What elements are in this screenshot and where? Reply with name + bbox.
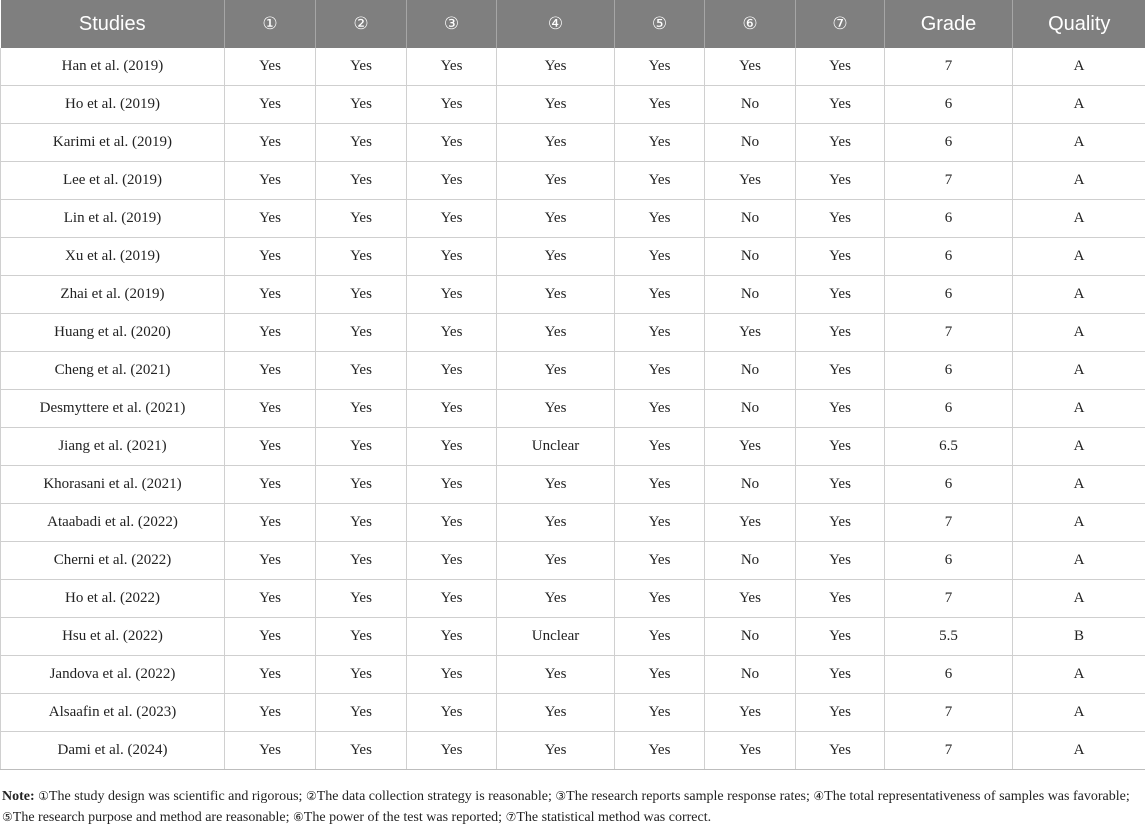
note-marker: ① bbox=[38, 789, 49, 803]
header-criterion-3: ③ bbox=[407, 0, 497, 48]
cell-criterion-4: Yes bbox=[497, 694, 615, 732]
table-row bbox=[1, 48, 1145, 86]
cell-criterion-4: Unclear bbox=[497, 618, 615, 656]
cell-criterion-5: Yes bbox=[615, 162, 705, 200]
cell-criterion-1: Yes bbox=[225, 732, 316, 770]
table-row bbox=[1, 580, 1145, 618]
table-row bbox=[1, 390, 1145, 428]
cell-quality: A bbox=[1013, 542, 1145, 580]
table-row bbox=[1, 276, 1145, 314]
cell-grade: 6 bbox=[885, 352, 1013, 390]
cell-criterion-5: Yes bbox=[615, 86, 705, 124]
cell-criterion-2: Yes bbox=[316, 580, 407, 618]
cell-study: Cheng et al. (2021) bbox=[1, 352, 225, 390]
cell-grade: 6 bbox=[885, 276, 1013, 314]
cell-criterion-7: Yes bbox=[796, 542, 885, 580]
cell-criterion-1: Yes bbox=[225, 542, 316, 580]
cell-criterion-1: Yes bbox=[225, 200, 316, 238]
cell-quality: A bbox=[1013, 504, 1145, 542]
cell-criterion-5: Yes bbox=[615, 238, 705, 276]
header-criterion-7: ⑦ bbox=[796, 0, 885, 48]
header-studies: Studies bbox=[1, 0, 225, 48]
cell-criterion-5: Yes bbox=[615, 580, 705, 618]
cell-criterion-1: Yes bbox=[225, 124, 316, 162]
cell-criterion-5: Yes bbox=[615, 618, 705, 656]
cell-grade: 7 bbox=[885, 732, 1013, 770]
cell-criterion-1: Yes bbox=[225, 276, 316, 314]
cell-criterion-1: Yes bbox=[225, 238, 316, 276]
cell-grade: 7 bbox=[885, 48, 1013, 86]
cell-criterion-1: Yes bbox=[225, 162, 316, 200]
cell-criterion-7: Yes bbox=[796, 86, 885, 124]
cell-criterion-1: Yes bbox=[225, 466, 316, 504]
cell-criterion-4: Yes bbox=[497, 732, 615, 770]
cell-quality: A bbox=[1013, 276, 1145, 314]
cell-criterion-4: Yes bbox=[497, 580, 615, 618]
table-body bbox=[1, 48, 1145, 770]
table-row bbox=[1, 732, 1145, 770]
cell-criterion-7: Yes bbox=[796, 238, 885, 276]
cell-study: Huang et al. (2020) bbox=[1, 314, 225, 352]
cell-quality: A bbox=[1013, 48, 1145, 86]
cell-criterion-2: Yes bbox=[316, 48, 407, 86]
cell-grade: 7 bbox=[885, 162, 1013, 200]
cell-criterion-3: Yes bbox=[407, 428, 497, 466]
cell-criterion-2: Yes bbox=[316, 314, 407, 352]
cell-criterion-3: Yes bbox=[407, 238, 497, 276]
cell-grade: 7 bbox=[885, 580, 1013, 618]
note-text: The total representativeness of samples was favorable; bbox=[824, 789, 1130, 804]
cell-quality: A bbox=[1013, 732, 1145, 770]
cell-criterion-3: Yes bbox=[407, 618, 497, 656]
table-row bbox=[1, 466, 1145, 504]
cell-criterion-5: Yes bbox=[615, 124, 705, 162]
cell-criterion-3: Yes bbox=[407, 732, 497, 770]
cell-criterion-3: Yes bbox=[407, 656, 497, 694]
cell-study: Ho et al. (2022) bbox=[1, 580, 225, 618]
table-row bbox=[1, 162, 1145, 200]
cell-criterion-6: No bbox=[705, 200, 796, 238]
cell-quality: A bbox=[1013, 390, 1145, 428]
cell-criterion-7: Yes bbox=[796, 694, 885, 732]
cell-criterion-4: Yes bbox=[497, 656, 615, 694]
cell-criterion-1: Yes bbox=[225, 314, 316, 352]
cell-grade: 5.5 bbox=[885, 618, 1013, 656]
header-row bbox=[1, 0, 1145, 48]
cell-study: Ho et al. (2019) bbox=[1, 86, 225, 124]
cell-criterion-4: Yes bbox=[497, 466, 615, 504]
cell-criterion-2: Yes bbox=[316, 656, 407, 694]
cell-criterion-2: Yes bbox=[316, 618, 407, 656]
note-marker: ② bbox=[306, 789, 317, 803]
cell-criterion-3: Yes bbox=[407, 504, 497, 542]
cell-criterion-2: Yes bbox=[316, 390, 407, 428]
table-row bbox=[1, 428, 1145, 466]
cell-criterion-1: Yes bbox=[225, 656, 316, 694]
cell-quality: A bbox=[1013, 466, 1145, 504]
table-row bbox=[1, 352, 1145, 390]
cell-grade: 6 bbox=[885, 124, 1013, 162]
cell-criterion-1: Yes bbox=[225, 352, 316, 390]
cell-criterion-1: Yes bbox=[225, 428, 316, 466]
cell-criterion-7: Yes bbox=[796, 618, 885, 656]
cell-criterion-5: Yes bbox=[615, 542, 705, 580]
cell-criterion-6: No bbox=[705, 124, 796, 162]
cell-grade: 6 bbox=[885, 656, 1013, 694]
cell-criterion-4: Yes bbox=[497, 238, 615, 276]
cell-grade: 6 bbox=[885, 86, 1013, 124]
cell-study: Khorasani et al. (2021) bbox=[1, 466, 225, 504]
cell-criterion-6: Yes bbox=[705, 732, 796, 770]
cell-criterion-7: Yes bbox=[796, 732, 885, 770]
cell-criterion-6: No bbox=[705, 276, 796, 314]
cell-criterion-6: No bbox=[705, 466, 796, 504]
table-row bbox=[1, 694, 1145, 732]
table-header bbox=[1, 0, 1145, 48]
cell-criterion-6: No bbox=[705, 352, 796, 390]
cell-quality: A bbox=[1013, 238, 1145, 276]
cell-grade: 6 bbox=[885, 390, 1013, 428]
cell-criterion-7: Yes bbox=[796, 580, 885, 618]
header-grade: Grade bbox=[885, 0, 1013, 48]
table-row bbox=[1, 542, 1145, 580]
table-row bbox=[1, 656, 1145, 694]
cell-criterion-3: Yes bbox=[407, 390, 497, 428]
header-criterion-1: ① bbox=[225, 0, 316, 48]
cell-criterion-4: Yes bbox=[497, 276, 615, 314]
cell-criterion-4: Yes bbox=[497, 86, 615, 124]
cell-study: Hsu et al. (2022) bbox=[1, 618, 225, 656]
cell-study: Zhai et al. (2019) bbox=[1, 276, 225, 314]
cell-criterion-7: Yes bbox=[796, 200, 885, 238]
cell-criterion-7: Yes bbox=[796, 48, 885, 86]
cell-criterion-3: Yes bbox=[407, 352, 497, 390]
note-marker: ③ bbox=[555, 789, 566, 803]
note-marker: ④ bbox=[813, 789, 824, 803]
cell-criterion-4: Yes bbox=[497, 200, 615, 238]
cell-criterion-5: Yes bbox=[615, 200, 705, 238]
cell-grade: 6 bbox=[885, 200, 1013, 238]
cell-criterion-6: No bbox=[705, 86, 796, 124]
cell-study: Alsaafin et al. (2023) bbox=[1, 694, 225, 732]
header-criterion-5: ⑤ bbox=[615, 0, 705, 48]
cell-quality: A bbox=[1013, 314, 1145, 352]
cell-criterion-2: Yes bbox=[316, 86, 407, 124]
table-row bbox=[1, 86, 1145, 124]
cell-criterion-6: Yes bbox=[705, 504, 796, 542]
note-text: The research purpose and method are reasonable; bbox=[13, 810, 293, 825]
cell-criterion-3: Yes bbox=[407, 314, 497, 352]
cell-criterion-7: Yes bbox=[796, 124, 885, 162]
cell-criterion-2: Yes bbox=[316, 504, 407, 542]
cell-criterion-3: Yes bbox=[407, 162, 497, 200]
cell-criterion-6: Yes bbox=[705, 314, 796, 352]
table-row bbox=[1, 238, 1145, 276]
cell-criterion-6: Yes bbox=[705, 580, 796, 618]
cell-criterion-2: Yes bbox=[316, 352, 407, 390]
cell-criterion-7: Yes bbox=[796, 504, 885, 542]
header-criterion-6: ⑥ bbox=[705, 0, 796, 48]
cell-quality: B bbox=[1013, 618, 1145, 656]
cell-criterion-1: Yes bbox=[225, 618, 316, 656]
cell-criterion-4: Yes bbox=[497, 352, 615, 390]
cell-criterion-6: No bbox=[705, 656, 796, 694]
cell-criterion-2: Yes bbox=[316, 200, 407, 238]
cell-criterion-3: Yes bbox=[407, 124, 497, 162]
cell-study: Lee et al. (2019) bbox=[1, 162, 225, 200]
cell-criterion-2: Yes bbox=[316, 276, 407, 314]
cell-grade: 7 bbox=[885, 504, 1013, 542]
cell-criterion-7: Yes bbox=[796, 352, 885, 390]
header-quality: Quality bbox=[1013, 0, 1145, 48]
cell-criterion-7: Yes bbox=[796, 466, 885, 504]
note-text: The data collection strategy is reasonable; bbox=[317, 789, 556, 804]
cell-quality: A bbox=[1013, 200, 1145, 238]
cell-criterion-5: Yes bbox=[615, 314, 705, 352]
cell-criterion-5: Yes bbox=[615, 352, 705, 390]
cell-criterion-5: Yes bbox=[615, 466, 705, 504]
cell-criterion-5: Yes bbox=[615, 656, 705, 694]
cell-criterion-6: Yes bbox=[705, 694, 796, 732]
cell-criterion-3: Yes bbox=[407, 466, 497, 504]
cell-criterion-6: Yes bbox=[705, 428, 796, 466]
cell-criterion-1: Yes bbox=[225, 86, 316, 124]
cell-criterion-2: Yes bbox=[316, 238, 407, 276]
cell-grade: 6.5 bbox=[885, 428, 1013, 466]
table-row bbox=[1, 618, 1145, 656]
note-label: Note: bbox=[2, 789, 35, 804]
cell-criterion-1: Yes bbox=[225, 504, 316, 542]
cell-study: Desmyttere et al. (2021) bbox=[1, 390, 225, 428]
table-row bbox=[1, 314, 1145, 352]
cell-criterion-6: No bbox=[705, 542, 796, 580]
cell-criterion-7: Yes bbox=[796, 390, 885, 428]
cell-criterion-6: No bbox=[705, 390, 796, 428]
note-items bbox=[2, 789, 1130, 825]
cell-criterion-6: Yes bbox=[705, 48, 796, 86]
cell-criterion-1: Yes bbox=[225, 390, 316, 428]
cell-criterion-5: Yes bbox=[615, 732, 705, 770]
cell-quality: A bbox=[1013, 694, 1145, 732]
cell-criterion-7: Yes bbox=[796, 428, 885, 466]
cell-study: Lin et al. (2019) bbox=[1, 200, 225, 238]
cell-criterion-5: Yes bbox=[615, 276, 705, 314]
cell-criterion-2: Yes bbox=[316, 542, 407, 580]
cell-study: Jandova et al. (2022) bbox=[1, 656, 225, 694]
cell-grade: 6 bbox=[885, 238, 1013, 276]
cell-criterion-6: No bbox=[705, 238, 796, 276]
cell-criterion-3: Yes bbox=[407, 86, 497, 124]
cell-criterion-7: Yes bbox=[796, 656, 885, 694]
cell-criterion-3: Yes bbox=[407, 48, 497, 86]
header-criterion-2: ② bbox=[316, 0, 407, 48]
cell-criterion-5: Yes bbox=[615, 390, 705, 428]
cell-criterion-7: Yes bbox=[796, 314, 885, 352]
note-text: The power of the test was reported; bbox=[304, 810, 506, 825]
cell-criterion-4: Unclear bbox=[497, 428, 615, 466]
cell-criterion-1: Yes bbox=[225, 580, 316, 618]
cell-criterion-3: Yes bbox=[407, 200, 497, 238]
table-row bbox=[1, 200, 1145, 238]
cell-quality: A bbox=[1013, 162, 1145, 200]
cell-criterion-2: Yes bbox=[316, 428, 407, 466]
cell-criterion-3: Yes bbox=[407, 276, 497, 314]
cell-criterion-3: Yes bbox=[407, 580, 497, 618]
note-marker: ⑥ bbox=[293, 810, 304, 824]
cell-criterion-5: Yes bbox=[615, 428, 705, 466]
cell-criterion-1: Yes bbox=[225, 48, 316, 86]
cell-criterion-3: Yes bbox=[407, 542, 497, 580]
cell-quality: A bbox=[1013, 428, 1145, 466]
cell-criterion-4: Yes bbox=[497, 542, 615, 580]
cell-criterion-2: Yes bbox=[316, 124, 407, 162]
cell-criterion-6: No bbox=[705, 618, 796, 656]
note-marker: ⑤ bbox=[2, 810, 13, 824]
cell-criterion-5: Yes bbox=[615, 48, 705, 86]
cell-quality: A bbox=[1013, 124, 1145, 162]
cell-criterion-6: Yes bbox=[705, 162, 796, 200]
note-marker: ⑦ bbox=[506, 810, 517, 824]
cell-criterion-4: Yes bbox=[497, 390, 615, 428]
cell-study: Cherni et al. (2022) bbox=[1, 542, 225, 580]
cell-study: Xu et al. (2019) bbox=[1, 238, 225, 276]
table-row bbox=[1, 504, 1145, 542]
cell-criterion-2: Yes bbox=[316, 694, 407, 732]
cell-grade: 6 bbox=[885, 466, 1013, 504]
cell-criterion-2: Yes bbox=[316, 162, 407, 200]
cell-study: Dami et al. (2024) bbox=[1, 732, 225, 770]
cell-criterion-7: Yes bbox=[796, 162, 885, 200]
cell-criterion-4: Yes bbox=[497, 162, 615, 200]
cell-criterion-5: Yes bbox=[615, 694, 705, 732]
cell-grade: 7 bbox=[885, 314, 1013, 352]
cell-study: Ataabadi et al. (2022) bbox=[1, 504, 225, 542]
table-note bbox=[2, 786, 1140, 828]
cell-quality: A bbox=[1013, 580, 1145, 618]
header-criterion-4: ④ bbox=[497, 0, 615, 48]
cell-criterion-1: Yes bbox=[225, 694, 316, 732]
cell-criterion-4: Yes bbox=[497, 314, 615, 352]
cell-grade: 7 bbox=[885, 694, 1013, 732]
cell-quality: A bbox=[1013, 352, 1145, 390]
note-text: The study design was scientific and rigorous; bbox=[49, 789, 306, 804]
cell-criterion-3: Yes bbox=[407, 694, 497, 732]
cell-criterion-7: Yes bbox=[796, 276, 885, 314]
cell-criterion-5: Yes bbox=[615, 504, 705, 542]
cell-quality: A bbox=[1013, 86, 1145, 124]
cell-criterion-4: Yes bbox=[497, 504, 615, 542]
cell-criterion-4: Yes bbox=[497, 124, 615, 162]
cell-criterion-2: Yes bbox=[316, 466, 407, 504]
table-row bbox=[1, 124, 1145, 162]
cell-study: Karimi et al. (2019) bbox=[1, 124, 225, 162]
note-text: The research reports sample response rates; bbox=[566, 789, 813, 804]
cell-grade: 6 bbox=[885, 542, 1013, 580]
cell-study: Jiang et al. (2021) bbox=[1, 428, 225, 466]
cell-study: Han et al. (2019) bbox=[1, 48, 225, 86]
cell-criterion-4: Yes bbox=[497, 48, 615, 86]
cell-criterion-2: Yes bbox=[316, 732, 407, 770]
cell-quality: A bbox=[1013, 656, 1145, 694]
note-text: The statistical method was correct. bbox=[516, 810, 711, 825]
